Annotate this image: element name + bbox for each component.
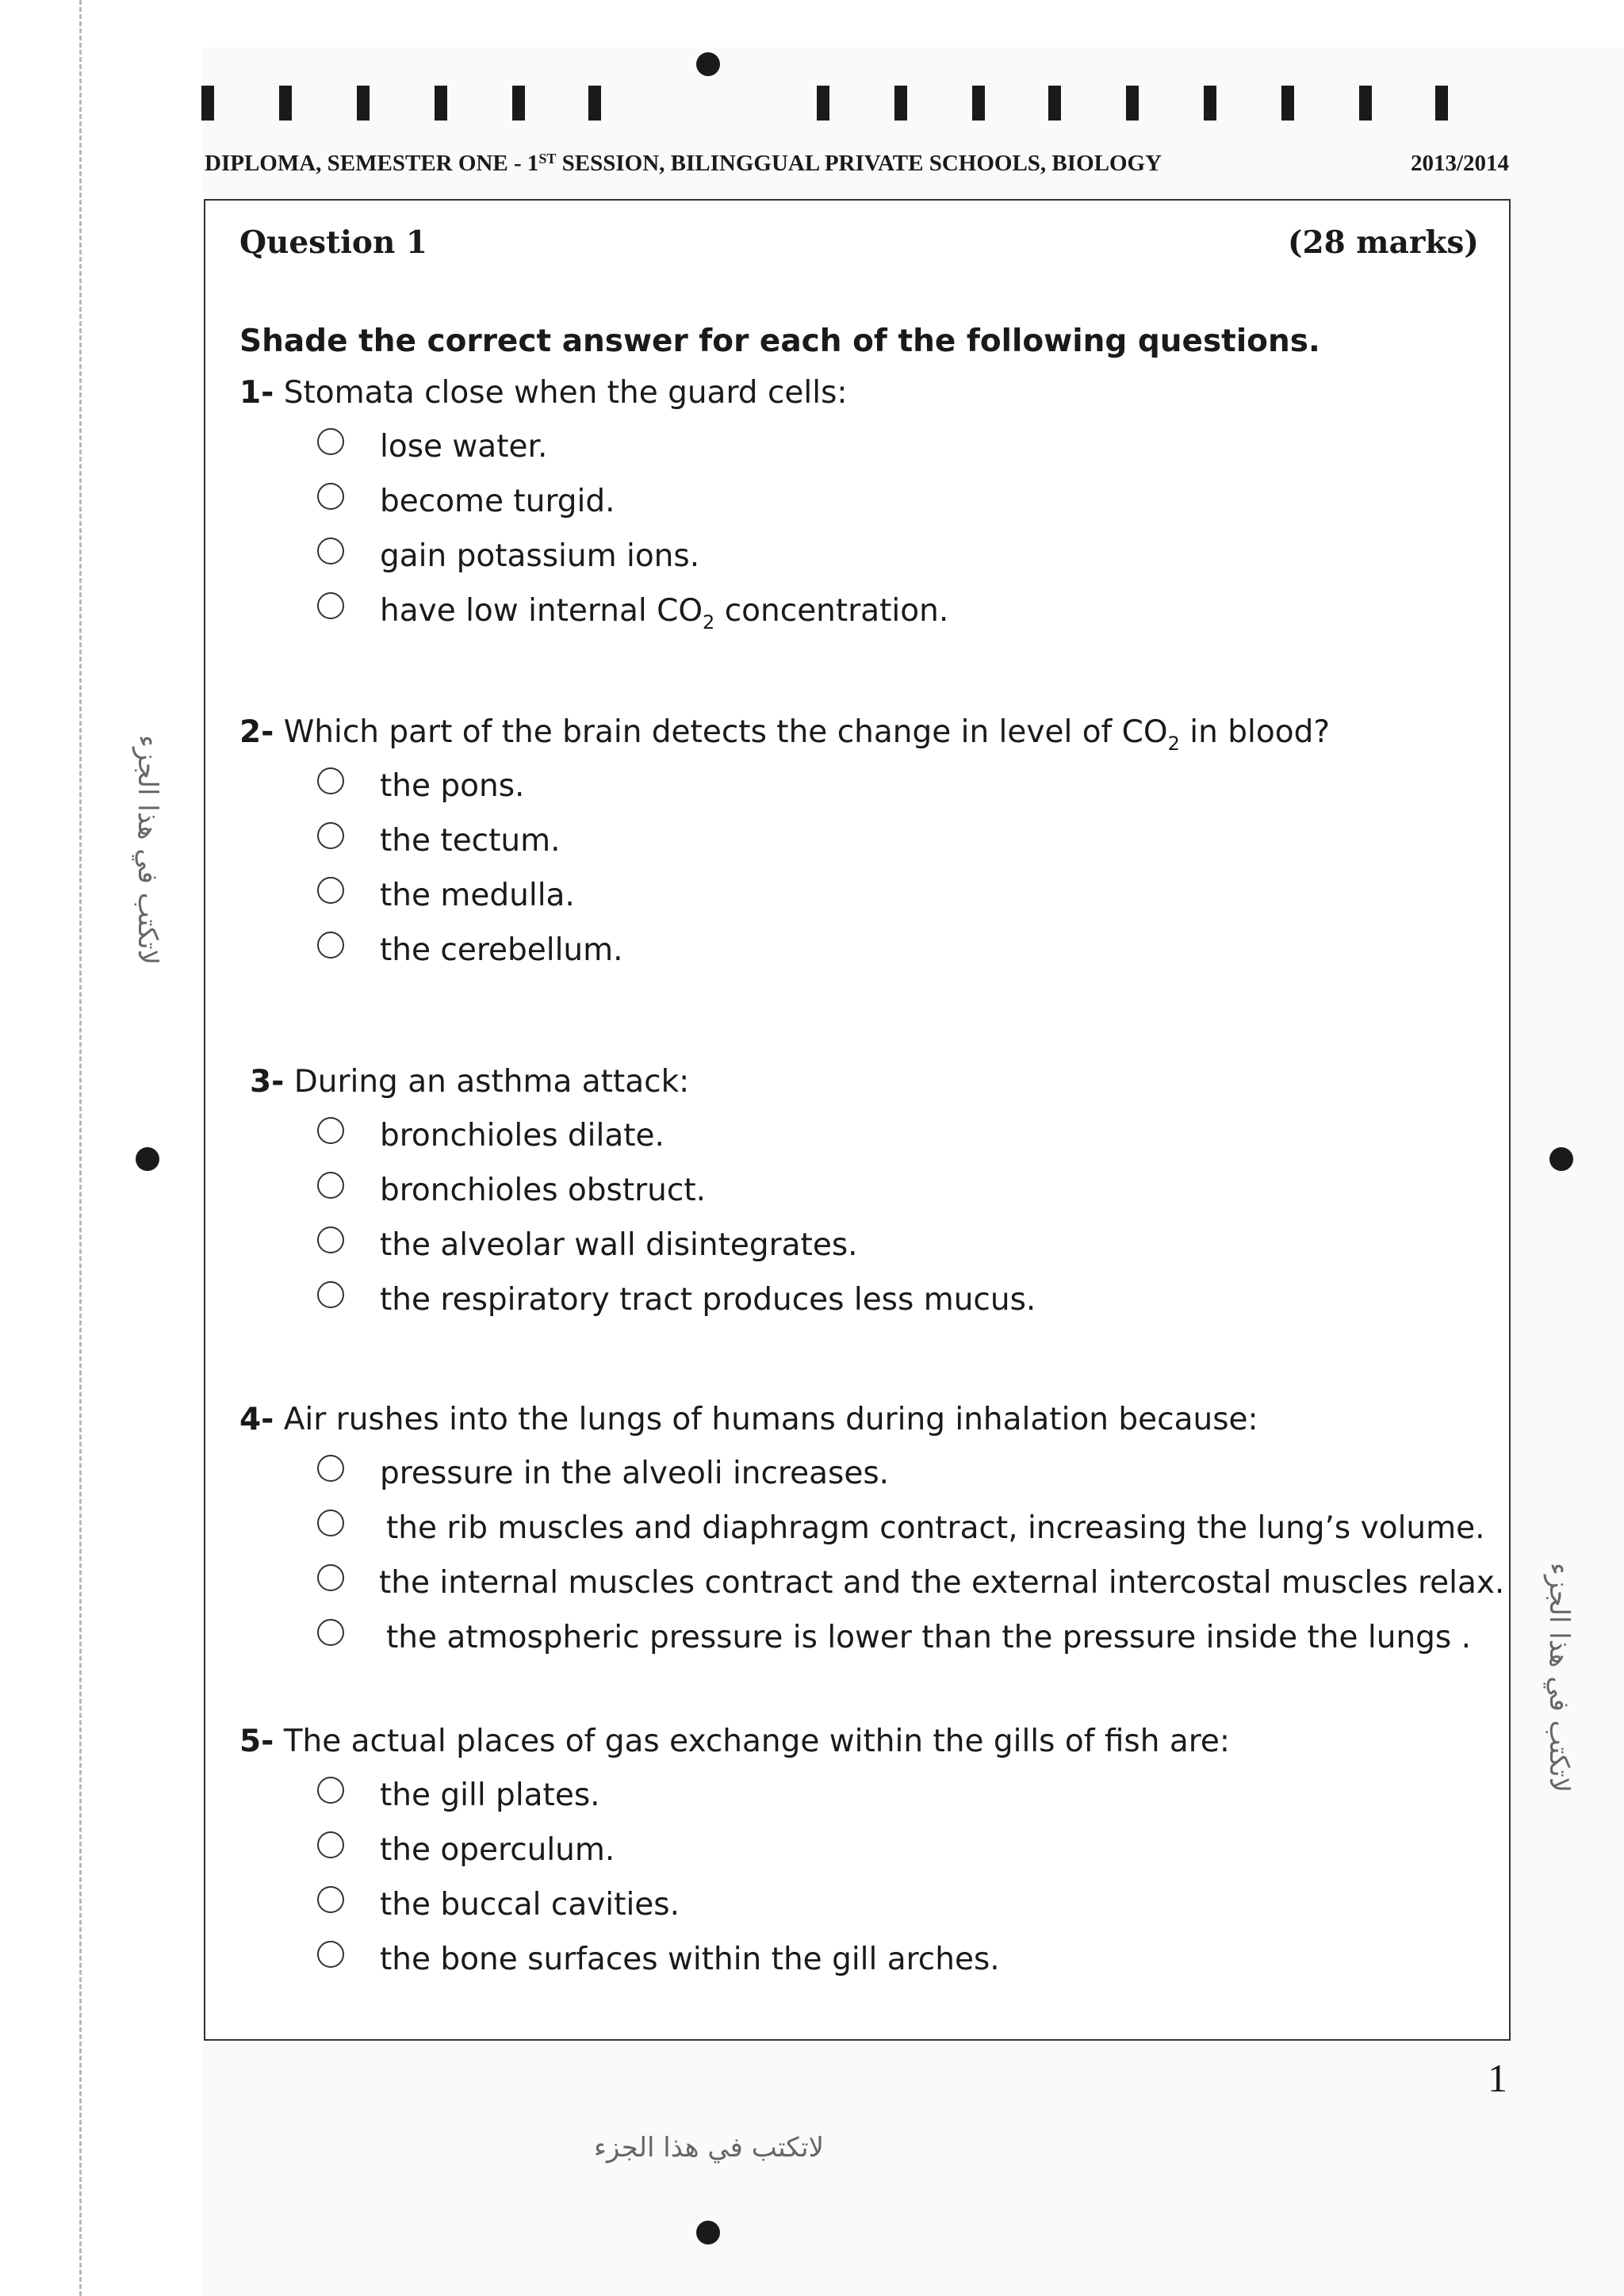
- exam-title: DIPLOMA, SEMESTER ONE - 1ST SESSION, BILINGGUAL PRIVATE SCHOOLS, BIOLOGY: [205, 150, 1162, 176]
- exam-header: [205, 147, 1509, 179]
- question-1-text: 1- Stomata close when the guard cells:: [239, 375, 848, 411]
- q5-option-d-radio[interactable]: [317, 1941, 344, 1968]
- page-number: 1: [1488, 2056, 1507, 2100]
- instructions: Shade the correct answer for each of the following questions.: [239, 323, 1320, 359]
- q2-option-c-radio[interactable]: [317, 877, 344, 904]
- registration-dot-right: [1549, 1147, 1573, 1171]
- q4-option-c-radio[interactable]: [317, 1564, 344, 1591]
- q3-option-b-label: bronchioles obstruct.: [380, 1173, 707, 1208]
- q3-option-d-label: the respiratory tract produces less mucus.: [380, 1282, 1036, 1318]
- registration-dot-bottom: [696, 2221, 720, 2244]
- q3-option-b-radio[interactable]: [317, 1172, 344, 1199]
- q3-option-d-radio[interactable]: [317, 1281, 344, 1308]
- q4-option-a-label: pressure in the alveoli increases.: [380, 1456, 890, 1491]
- q5-option-b-radio[interactable]: [317, 1831, 344, 1858]
- q3-option-a-radio[interactable]: [317, 1117, 344, 1144]
- q1-option-b-label: become turgid.: [380, 484, 615, 519]
- q2-option-b-label: the tectum.: [380, 823, 561, 859]
- margin-note-left: لاتكتب في هذا الجزء: [132, 734, 163, 965]
- q5-option-d-label: the bone surfaces within the gill arches.: [380, 1942, 1000, 1977]
- question-marks: (28 marks): [1288, 224, 1479, 261]
- q1-option-b-radio[interactable]: [317, 483, 344, 510]
- question-3-text: 3- During an asthma attack:: [250, 1064, 690, 1100]
- q3-option-c-radio[interactable]: [317, 1226, 344, 1253]
- question-title: Question 1: [239, 224, 428, 261]
- q4-option-b-radio[interactable]: [317, 1510, 344, 1536]
- q5-option-c-label: the buccal cavities.: [380, 1887, 680, 1923]
- q2-option-c-label: the medulla.: [380, 878, 575, 913]
- q4-option-b-label: the rib muscles and diaphragm contract, increasing the lung’s volume.: [386, 1510, 1485, 1546]
- exam-year: 2013/2014: [1410, 150, 1509, 176]
- q5-option-c-radio[interactable]: [317, 1886, 344, 1913]
- q1-option-a-radio[interactable]: [317, 428, 344, 455]
- q4-option-c-label: the internal muscles contract and the external intercostal muscles relax.: [379, 1565, 1505, 1601]
- q5-option-a-label: the gill plates.: [380, 1777, 600, 1813]
- q1-option-c-radio[interactable]: [317, 538, 344, 564]
- q2-option-a-label: the pons.: [380, 768, 525, 804]
- q3-option-a-label: bronchioles dilate.: [380, 1118, 665, 1154]
- q1-option-c-label: gain potassium ions.: [380, 538, 700, 574]
- q5-option-b-label: the operculum.: [380, 1832, 615, 1868]
- q4-option-d-radio[interactable]: [317, 1619, 344, 1646]
- q2-option-d-label: the cerebellum.: [380, 932, 623, 968]
- registration-dot-left: [136, 1147, 159, 1171]
- q2-option-a-radio[interactable]: [317, 767, 344, 794]
- q3-option-c-label: the alveolar wall disintegrates.: [380, 1227, 858, 1263]
- q1-option-d-radio[interactable]: [317, 592, 344, 619]
- q2-option-d-radio[interactable]: [317, 932, 344, 959]
- q4-option-a-radio[interactable]: [317, 1455, 344, 1482]
- q5-option-a-radio[interactable]: [317, 1777, 344, 1804]
- registration-dot-top: [696, 52, 720, 76]
- question-2-text: 2- Which part of the brain detects the change in level of $CO_2$ in blood?: [239, 714, 1331, 755]
- margin-note-bottom: لاتكتب في هذا الجزء: [593, 2132, 824, 2164]
- q4-option-d-label: the atmospheric pressure is lower than the pressure inside the lungs .: [386, 1620, 1472, 1655]
- q2-option-b-radio[interactable]: [317, 822, 344, 849]
- margin-note-right: لاتكتب في هذا الجزء: [1543, 1562, 1575, 1793]
- q1-option-d-label: have low internal $CO_2$ concentration.: [380, 593, 949, 633]
- question-4-text: 4- Air rushes into the lungs of humans during inhalation because:: [239, 1402, 1258, 1437]
- q1-option-a-label: lose water.: [380, 429, 548, 465]
- question-5-text: 5- The actual places of gas exchange within the gills of fish are:: [239, 1724, 1231, 1759]
- fold-line: [79, 0, 82, 2296]
